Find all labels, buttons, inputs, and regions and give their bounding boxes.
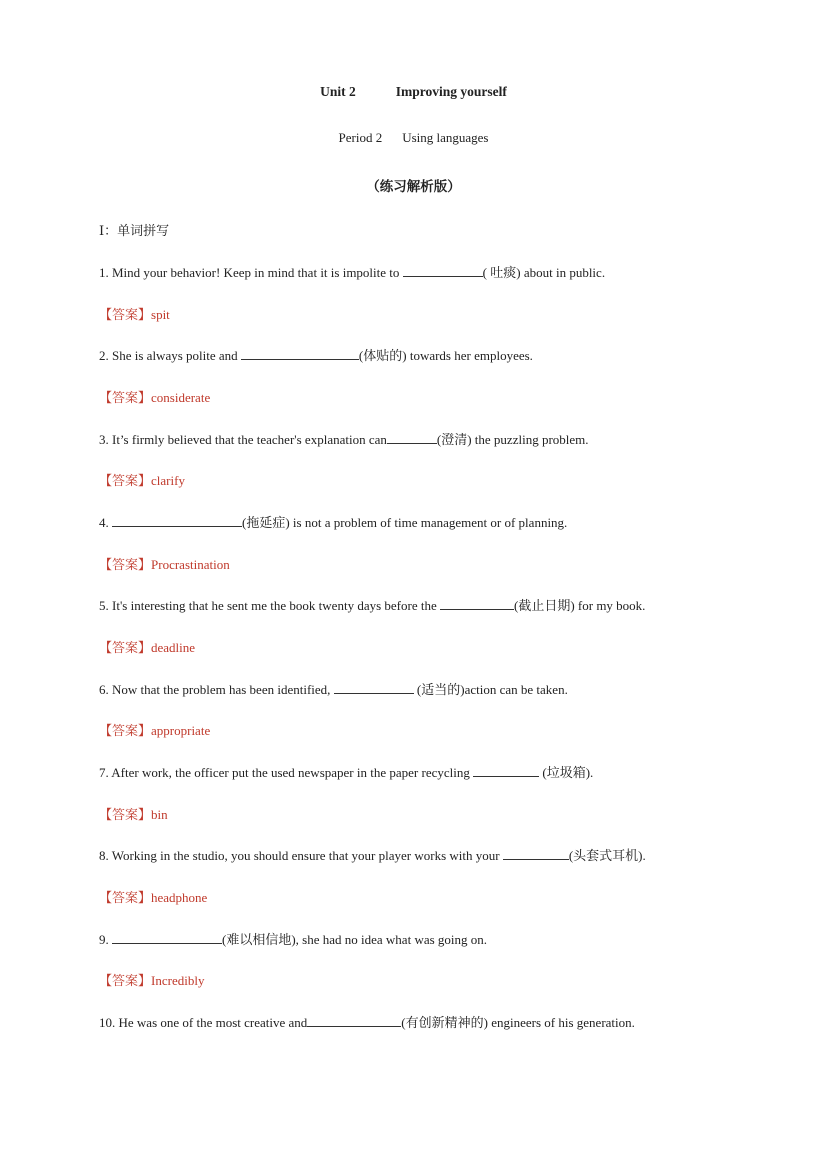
answer-text: Incredibly bbox=[151, 973, 205, 988]
answer-blank bbox=[387, 431, 437, 444]
answer-label: 【答案】 bbox=[99, 973, 152, 988]
answer-text: appropriate bbox=[151, 723, 211, 738]
answer-label: 【答案】 bbox=[99, 723, 152, 738]
question-2: 2. She is always polite and (体贴的) towards her employees. bbox=[99, 348, 533, 363]
period-label: Period 2 bbox=[338, 130, 383, 145]
answer-8 bbox=[99, 887, 799, 906]
answer-text: considerate bbox=[151, 390, 211, 405]
question-10: 10. He was one of the most creative and (有创新精神的) engineers of his generation. bbox=[99, 1015, 635, 1030]
question-4: 4. (拖延症) is not a problem of time management or of planning. bbox=[99, 515, 568, 530]
answer-label: 【答案】 bbox=[99, 890, 152, 905]
unit-label: Unit 2 bbox=[320, 84, 356, 99]
answer-text: deadline bbox=[151, 640, 196, 655]
answer-blank bbox=[307, 1014, 401, 1027]
period-topic-label: Using languages bbox=[402, 130, 489, 145]
page-title bbox=[0, 84, 827, 100]
answer-text: bin bbox=[151, 807, 168, 822]
answer-blank bbox=[112, 514, 242, 527]
answer-blank bbox=[503, 847, 569, 860]
answer-label: 【答案】 bbox=[99, 307, 152, 322]
question-6: 6. Now that the problem has been identified, (适当的)action can be taken. bbox=[99, 682, 568, 697]
answer-9 bbox=[99, 970, 799, 989]
answer-5 bbox=[99, 637, 799, 656]
question-1: 1. Mind your behavior! Keep in mind that it is impolite to ( 吐痰) about in public. bbox=[99, 265, 606, 280]
answer-blank bbox=[440, 597, 514, 610]
question-5: 5. It's interesting that he sent me the book twenty days before the (截止日期) for my book. bbox=[99, 598, 646, 613]
answer-text: spit bbox=[151, 307, 170, 322]
page-subtitle bbox=[0, 130, 827, 146]
answer-label: 【答案】 bbox=[99, 807, 152, 822]
answer-6 bbox=[99, 720, 799, 739]
question-3: 3. It’s firmly believed that the teacher's explanation can (澄清) the puzzling problem. bbox=[99, 432, 589, 447]
answer-text: headphone bbox=[151, 890, 208, 905]
answer-text: Procrastination bbox=[151, 557, 230, 572]
answer-blank bbox=[241, 347, 359, 360]
answer-label: 【答案】 bbox=[99, 640, 152, 655]
answer-text: clarify bbox=[151, 473, 185, 488]
question-8: 8. Working in the studio, you should ensure that your player works with your (头套式耳机). bbox=[99, 848, 646, 863]
answer-3 bbox=[99, 470, 799, 489]
question-9: 9. (难以相信地), she had no idea what was going on. bbox=[99, 932, 488, 947]
answer-4 bbox=[99, 554, 799, 573]
section-title: Ⅰ：单词拼写 bbox=[99, 223, 170, 238]
answer-1 bbox=[99, 304, 799, 323]
edition-label: （练习解析版） bbox=[366, 179, 461, 194]
answer-2 bbox=[99, 387, 799, 406]
topic-label: Improving yourself bbox=[395, 84, 507, 99]
question-7: 7. After work, the officer put the used newspaper in the paper recycling (垃圾箱). bbox=[99, 765, 594, 780]
answer-label: 【答案】 bbox=[99, 473, 152, 488]
answer-blank bbox=[112, 931, 222, 944]
answer-label: 【答案】 bbox=[99, 390, 152, 405]
answer-label: 【答案】 bbox=[99, 557, 152, 572]
answer-blank bbox=[334, 681, 414, 694]
answer-7 bbox=[99, 804, 799, 823]
answer-blank bbox=[403, 264, 483, 277]
answer-blank bbox=[473, 764, 539, 777]
